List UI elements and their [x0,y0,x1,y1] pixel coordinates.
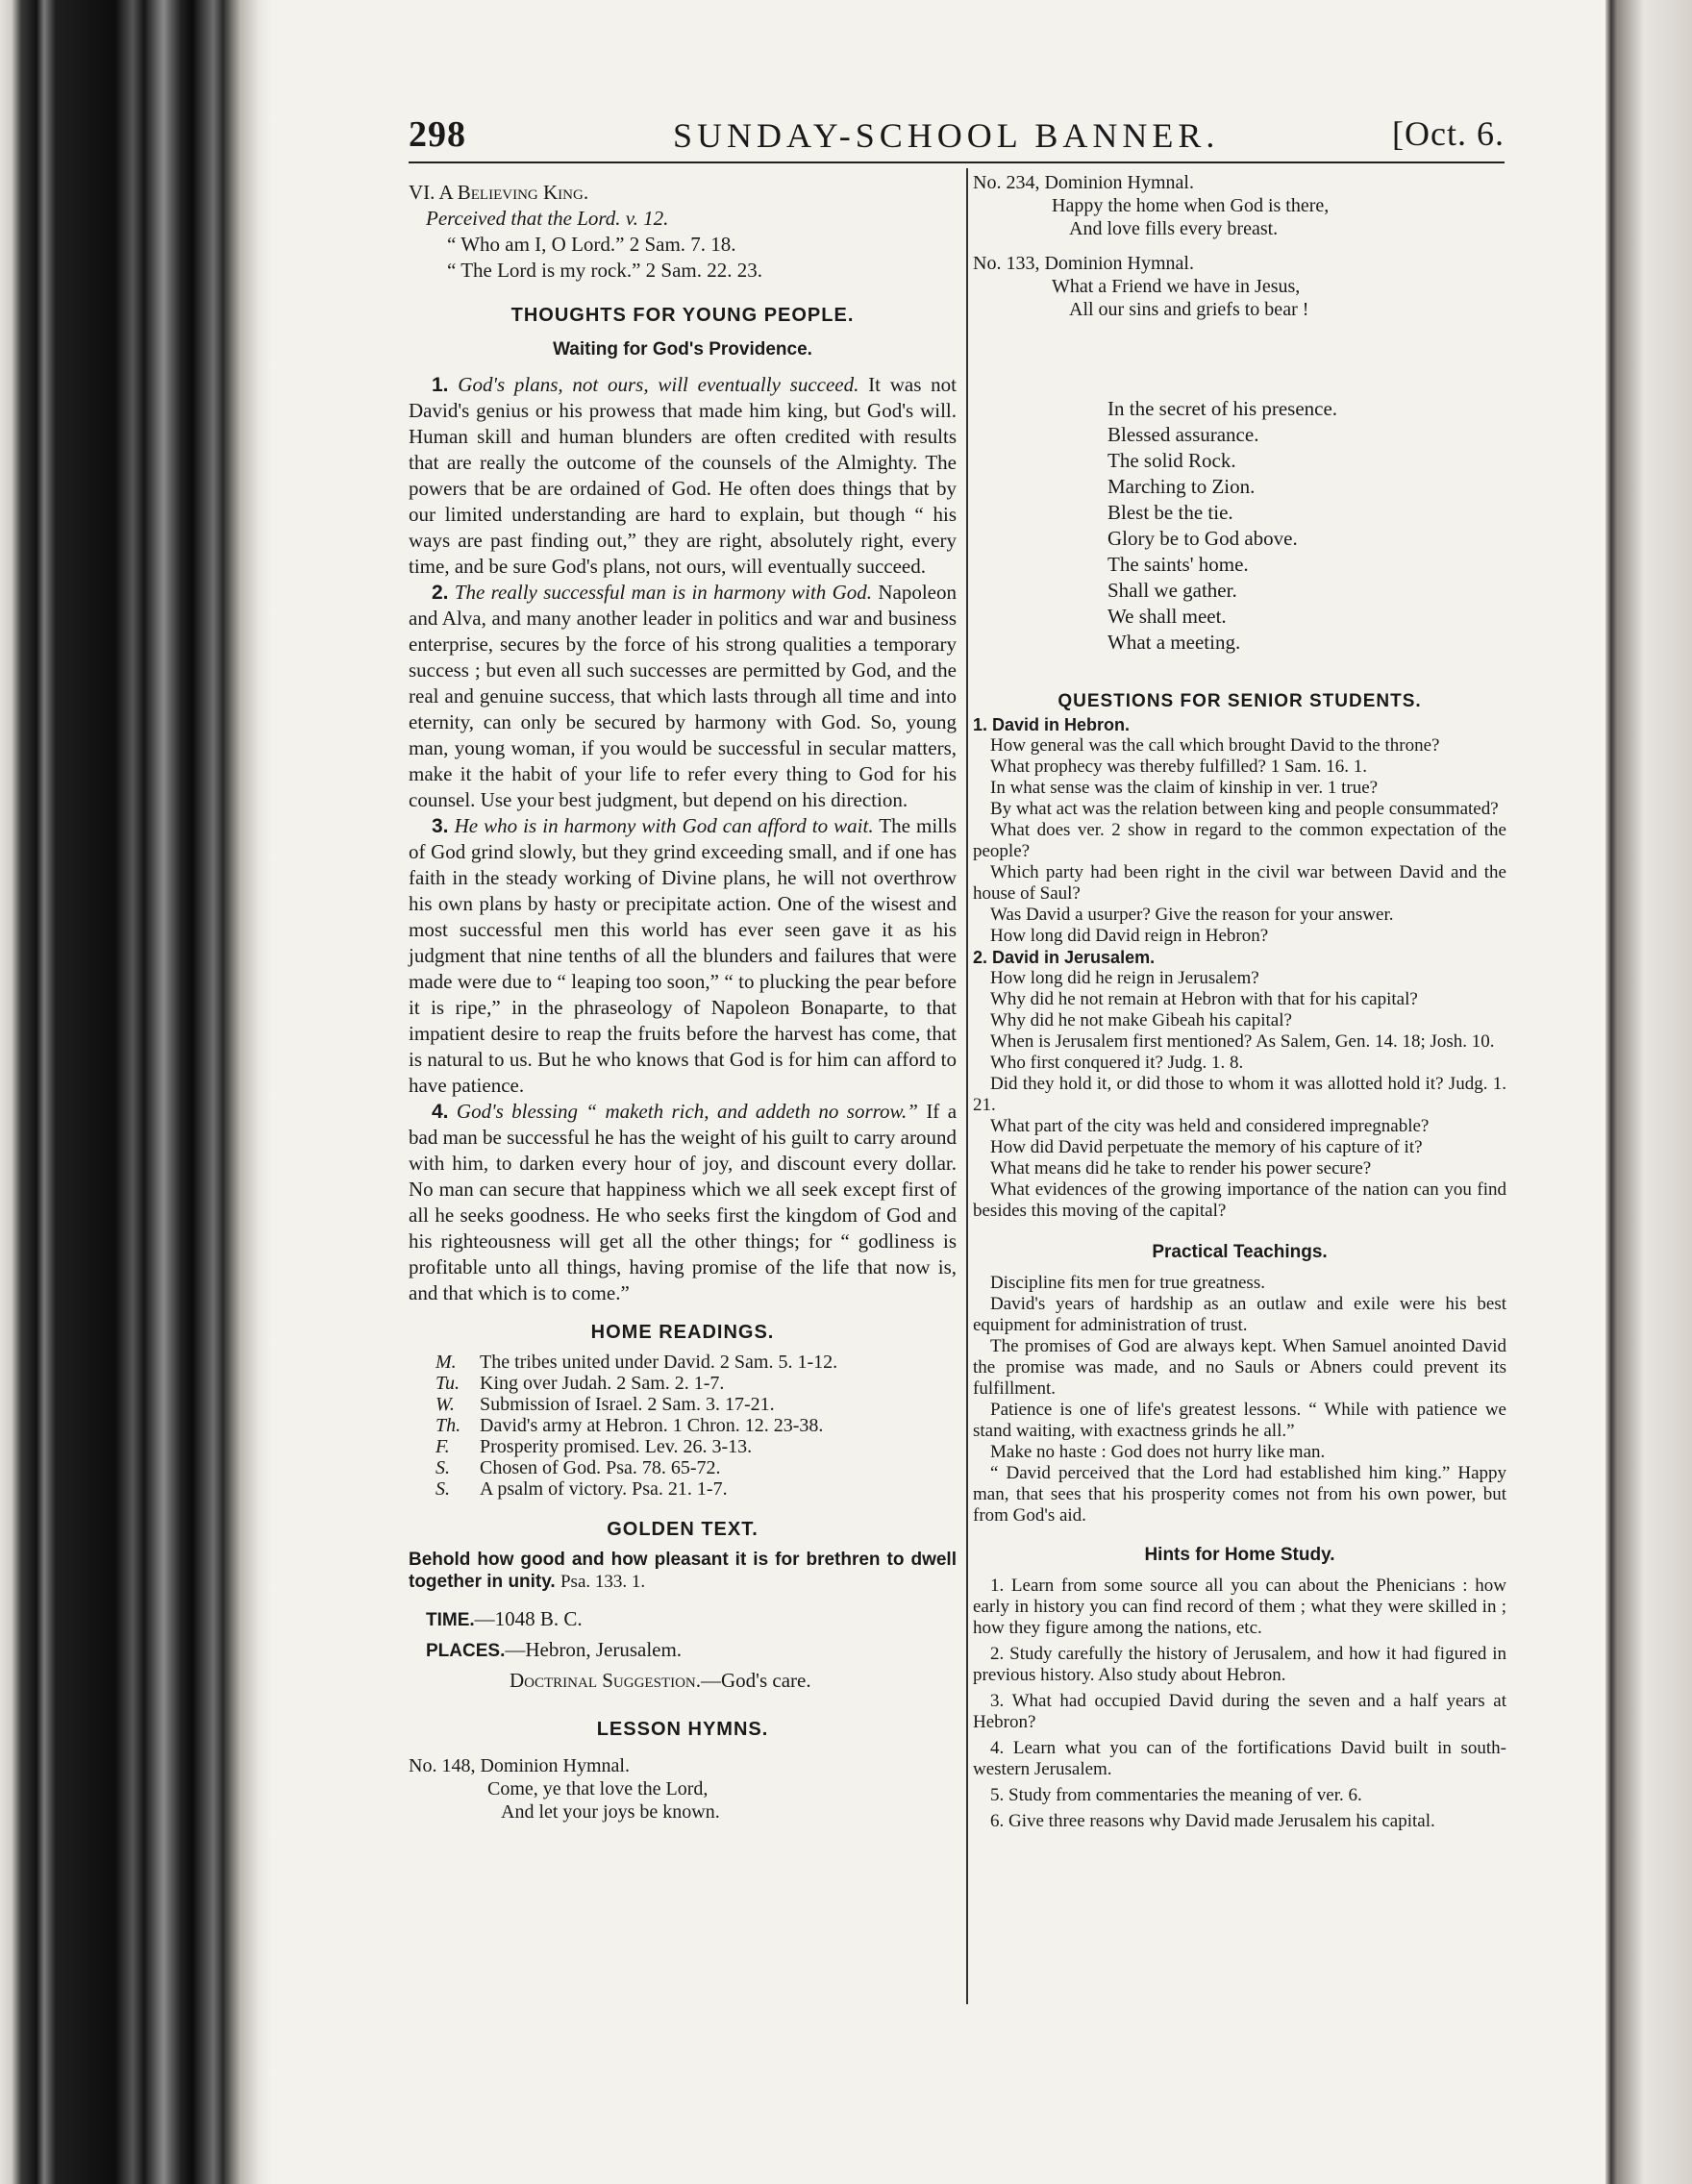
practical-item: Patience is one of life's greatest lessons. “ While with patience we stand waiting, with exactness grinds he all.” [973,1400,1506,1441]
header-rule [409,161,1505,163]
question-section-heading: 2. David in Jerusalem. [973,948,1156,967]
chorus-line: Glory be to God above. [1107,527,1298,550]
golden-text: Behold how good and how pleasant it is for brethren to dwell together in unity. Psa. 133. 1. [409,1550,957,1592]
question-item: What does ver. 2 show in regard to the common expectation of the people? [973,820,1506,861]
chorus-line: In the secret of his presence. [1107,397,1338,420]
question-item: What part of the city was held and considered impregnable? [990,1116,1430,1136]
reading-item: W. Submission of Israel. 2 Sam. 3. 17-21. [435,1394,775,1415]
thought-paragraph: 3. He who is in harmony with God can afford to wait. The mills of God grind slowly, but they grind exceeding small, and if one has faith in the steady working of Divine plans, he will not overthrow his own plans by hasty or precipitate action. One of the wisest and most successful men this world has ever seen gave it as his judgment that nine tenths of all the blunders and failures that were made were due to “ leaping too soon,” “ to plucking the pear before it is ripe,” in the phraseology of Napoleon Bonaparte, to that impatient desire to reap the fruits before the harvest has come, that is natural to us. But he who knows that God is for him can afford to have patience. [409,814,958,1097]
outline-line: “ Who am I, O Lord.” 2 Sam. 7. 18. [447,233,736,256]
question-item: How did David perpetuate the memory of his capture of it? [990,1137,1423,1157]
reading-item: M. The tribes united under David. 2 Sam. 5. 1-12. [435,1352,838,1373]
question-item: When is Jerusalem first mentioned? As Salem, Gen. 14. 18; Josh. 10. [990,1031,1495,1052]
outline-line: Perceived that the Lord. v. 12. [426,207,669,230]
hint-item: 4. Learn what you can of the fortifications David built in south-western Jerusalem. [973,1738,1506,1779]
page-edge [1605,0,1692,2184]
home-readings-list [409,1352,957,1500]
time-line: TIME.—1048 B. C. [426,1607,583,1630]
outline-line: “ The Lord is my rock.” 2 Sam. 22. 23. [447,259,762,282]
question-item: How general was the call which brought David to the throne? [990,735,1440,756]
hint-item: 1. Learn from some source all you can about the Phenicians : how early in history you can find record of them ; what they were skilled in ; how they figure among the nations, etc. [973,1576,1506,1638]
hint-item: 3. What had occupied David during the seven and a half years at Hebron? [973,1691,1506,1732]
question-section-heading: 1. David in Hebron. [973,715,1131,734]
question-item: Was David a usurper? Give the reason for your answer. [990,905,1394,925]
question-item: Why did he not remain at Hebron with that for his capital? [990,989,1418,1009]
places-line: PLACES.—Hebron, Jerusalem. [426,1638,683,1661]
issue-date: [Oct. 6. [1392,114,1505,153]
hint-item: 6. Give three reasons why David made Jerusalem his capital. [990,1811,1435,1831]
journal-title: SUNDAY-SCHOOL BANNER. [673,116,1220,155]
hint-item: 2. Study carefully the history of Jerusalem, and how it had figured in previous history. Also study about Hebron. [973,1644,1506,1685]
thought-paragraph: 4. God's blessing “ maketh rich, and addeth no sorrow.” If a bad man be successful he has the weight of his guilt to carry around with him, to darken every hour of joy, and discount every dollar. No man can secure that happiness which we all seek except first of all he seeks goodness. He who seeks first the kingdom of God and his righteousness will get all the other things; for “ godliness is profitable unto all things, having promise of the life that now is, and that which is to come.” [409,1100,958,1304]
thought-paragraph: 2. The really successful man is in harmony with God. Napoleon and Alva, and many another leader in politics and war and business enterprise, secures by the force of his strong qualities a temporary success ; but even all such successes are permitted by God, and the real and genuine success, that which lasts through all time and into eternity, can only be secured by harmony with God. So, young man, young woman, if you would be successful in secular matters, make it the habit of your life to refer every thing to God for his counsel. Use your best judgment, but depend on his direction. [409,581,958,811]
practical-item: Discipline fits men for true greatness. [990,1273,1265,1293]
chorus-line: The solid Rock. [1107,449,1236,472]
hymn-line: And love fills every breast. [1069,218,1279,239]
left-column [409,180,957,1824]
lesson-hymns-title: LESSON HYMNS. [596,1719,769,1740]
hymn-number: No. 234, Dominion Hymnal. [973,172,1194,193]
chorus-line: Blessed assurance. [1107,423,1259,446]
chorus-line: We shall meet. [1107,605,1227,628]
question-item: Which party had been right in the civil war between David and the house of Saul? [973,862,1506,904]
questions-title: QUESTIONS FOR SENIOR STUDENTS. [1058,691,1422,711]
thought-paragraph: 1. God's plans, not ours, will eventually succeed. It was not David's genius or his prowess that made him king, but God's will. Human skill and human blunders are often credited with results that are really the outcome of the counsels of the Almighty. The powers that be are ordained of God. He often does things that by our limited understanding are hard to explain, but though “ his ways are past finding out,” they are right, absolutely right, every time, and be sure God's plans, not ours, will eventually succeed. [409,373,957,578]
reading-item: Th. David's army at Hebron. 1 Chron. 12. 23-38. [435,1415,824,1436]
doctrinal-line: Doctrinal Suggestion.—God's care. [510,1669,811,1692]
reading-item: S. Chosen of God. Psa. 78. 65-72. [435,1457,721,1478]
hymn-line: Happy the home when God is there, [1052,195,1330,216]
home-readings-title: HOME READINGS. [590,1322,775,1343]
thoughts-title: THOUGHTS FOR YOUNG PEOPLE. [510,305,855,326]
chorus-line: Marching to Zion. [1107,475,1256,498]
hymn-line: All our sins and griefs to bear ! [1069,299,1309,320]
thoughts-subtitle: Waiting for God's Providence. [553,339,812,360]
right-column [973,171,1506,1832]
hints-title: Hints for Home Study. [1144,1545,1335,1565]
outline-heading: VI. A Believing King. [409,181,589,204]
question-item: What evidences of the growing importance of the nation can you find besides this moving of the capital? [973,1179,1506,1221]
question-item: In what sense was the claim of kinship in ver. 1 true? [990,778,1379,798]
page-number: 298 [409,114,466,155]
hymn-line: Come, ye that love the Lord, [487,1778,709,1799]
practical-title: Practical Teachings. [1152,1242,1328,1262]
practical-item: The promises of God are always kept. When Samuel anointed David the promise was made, and no Sauls or Abners could prevent its fulfillment. [973,1336,1506,1399]
hymn-line: What a Friend we have in Jesus, [1052,276,1301,297]
hymn-number: No. 133, Dominion Hymnal. [973,253,1194,274]
golden-text-title: GOLDEN TEXT. [607,1519,759,1540]
column-rule [966,168,968,2004]
question-item: By what act was the relation between king and people consummated? [990,799,1499,819]
question-item: How long did David reign in Hebron? [990,926,1269,946]
running-header [409,113,1505,163]
question-item: What means did he take to render his power secure? [990,1158,1372,1179]
question-item: How long did he reign in Jerusalem? [990,968,1259,988]
practical-item: “ David perceived that the Lord had established him king.” Happy man, that sees that his prosperity comes not from his own power, but from God's aid. [973,1463,1506,1526]
chorus-line: Blest be the tie. [1107,501,1233,524]
question-item: Did they hold it, or did those to whom it was allotted hold it? Judg. 1. 21. [973,1074,1506,1115]
hint-item: 5. Study from commentaries the meaning of ver. 6. [990,1785,1362,1805]
book-spine [0,0,271,2184]
question-item: What prophecy was thereby fulfilled? 1 Sam. 16. 1. [990,757,1368,777]
chorus-line: The saints' home. [1107,553,1249,576]
question-item: Why did he not make Gibeah his capital? [990,1010,1292,1030]
chorus-line: Shall we gather. [1107,579,1237,602]
reading-item: Tu. King over Judah. 2 Sam. 2. 1-7. [435,1373,725,1394]
question-item: Who first conquered it? Judg. 1. 8. [990,1053,1244,1073]
chorus-list [973,396,1506,656]
hymn-line: And let your joys be known. [501,1801,720,1823]
reading-item: S. A psalm of victory. Psa. 21. 1-7. [435,1478,728,1500]
reading-item: F. Prosperity promised. Lev. 26. 3-13. [435,1436,753,1457]
practical-item: Make no haste : God does not hurry like man. [990,1442,1326,1462]
chorus-line: What a meeting. [1107,631,1241,654]
hymn-number: No. 148, Dominion Hymnal. [409,1755,630,1776]
practical-item: David's years of hardship as an outlaw and exile were his best equipment for administration of trust. [973,1294,1506,1335]
